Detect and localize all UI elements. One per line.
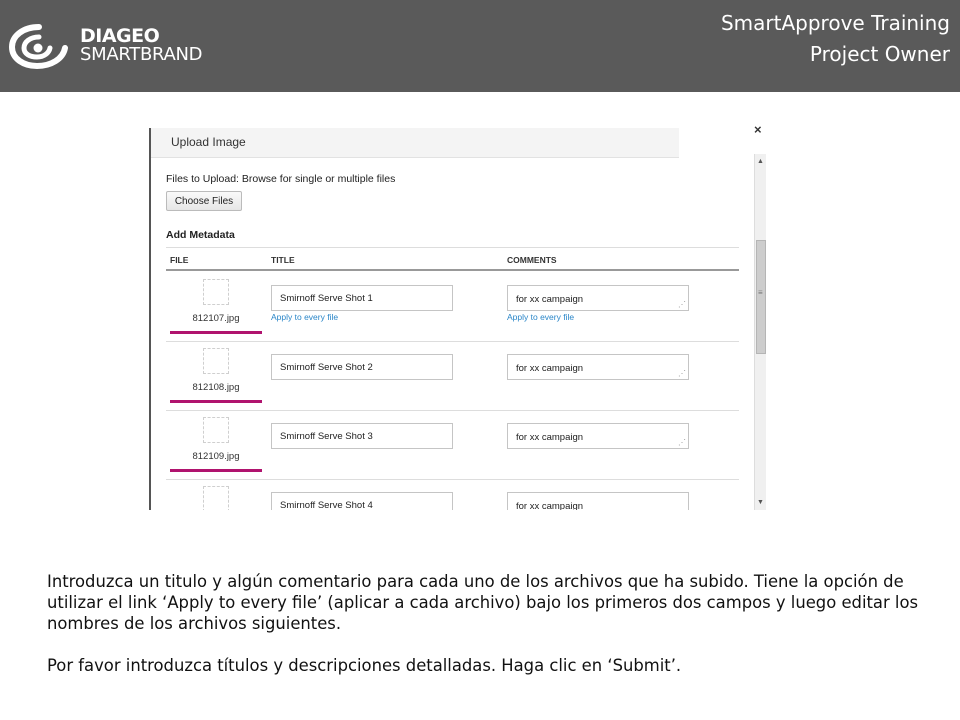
file-name: 812107.jpg — [192, 313, 240, 324]
scroll-up-arrow-icon[interactable]: ▲ — [757, 158, 764, 165]
image-thumbnail-icon — [203, 348, 229, 374]
column-header-file: FILE — [170, 255, 189, 265]
upload-progress-bar — [170, 331, 262, 334]
instruction-paragraph: Introduzca un titulo y algún comentario para cada uno de los archivos que ha subido. Tiene la opción de utilizar el link ‘Apply to every file’ (aplicar a cada archivo) bajo los primeros dos campos y luego editar los nombres de los archivos siguientes. — [47, 572, 919, 633]
instruction-caption — [47, 571, 937, 676]
header-subtitle: Project Owner — [809, 42, 950, 66]
table-row — [166, 411, 739, 480]
close-icon[interactable]: × — [754, 122, 762, 137]
image-thumbnail-icon — [203, 486, 229, 510]
title-input[interactable] — [271, 423, 453, 449]
comment-textarea[interactable] — [507, 354, 689, 380]
top-banner — [0, 0, 960, 92]
apply-comment-to-every-file-link[interactable]: Apply to every file — [507, 312, 575, 322]
scrollbar-grip-icon: ≡ — [758, 288, 763, 297]
resize-grip-icon[interactable]: ⋰ — [678, 369, 686, 378]
brand-name-bottom: SMARTBRAND — [80, 44, 203, 65]
comment-text: for xx campaign — [516, 501, 584, 510]
metadata-table-header — [166, 247, 739, 271]
upload-progress-bar — [170, 469, 262, 472]
instruction-paragraph-submit: Por favor introduzca títulos y descripciones detalladas. Haga clic en ‘Submit’. — [47, 656, 682, 675]
upload-progress-bar — [170, 400, 262, 403]
title-input[interactable] — [271, 354, 453, 380]
comment-text: for xx campaign — [516, 363, 584, 374]
dialog-left-border — [149, 128, 151, 510]
header-title: SmartApprove Training — [720, 11, 950, 35]
scroll-down-arrow-icon[interactable]: ▼ — [757, 499, 764, 506]
image-thumbnail-icon — [203, 279, 229, 305]
image-thumbnail-icon — [203, 417, 229, 443]
dialog-scrollbar[interactable] — [754, 154, 766, 510]
comment-textarea[interactable] — [507, 285, 689, 311]
swirl-logo-icon — [8, 22, 70, 70]
table-row — [166, 480, 739, 510]
dialog-title: Upload Image — [171, 135, 246, 149]
column-header-title: TITLE — [271, 255, 295, 265]
apply-title-to-every-file-link[interactable]: Apply to every file — [271, 312, 339, 322]
files-to-upload-label: Files to Upload: Browse for single or multiple files — [166, 173, 396, 185]
header-title-block — [721, 8, 950, 70]
file-name: 812108.jpg — [192, 382, 240, 393]
comment-text: for xx campaign — [516, 294, 584, 305]
dialog-header — [151, 128, 679, 158]
upload-image-dialog — [149, 122, 769, 510]
table-row — [166, 273, 739, 342]
comment-textarea[interactable] — [507, 423, 689, 449]
add-metadata-heading: Add Metadata — [166, 229, 235, 241]
table-row — [166, 342, 739, 411]
column-header-comments: COMMENTS — [507, 255, 557, 265]
comment-text: for xx campaign — [516, 432, 584, 443]
scrollbar-thumb[interactable] — [756, 240, 766, 354]
diageo-smartbrand-logo — [8, 22, 218, 70]
resize-grip-icon[interactable]: ⋰ — [678, 300, 686, 309]
resize-grip-icon[interactable]: ⋰ — [678, 438, 686, 447]
brand-name-top: DIAGEO — [80, 25, 160, 47]
choose-files-button[interactable]: Choose Files — [166, 191, 242, 211]
title-input[interactable] — [271, 492, 453, 510]
title-input[interactable] — [271, 285, 453, 311]
comment-textarea[interactable] — [507, 492, 689, 510]
file-name: 812109.jpg — [192, 451, 240, 462]
